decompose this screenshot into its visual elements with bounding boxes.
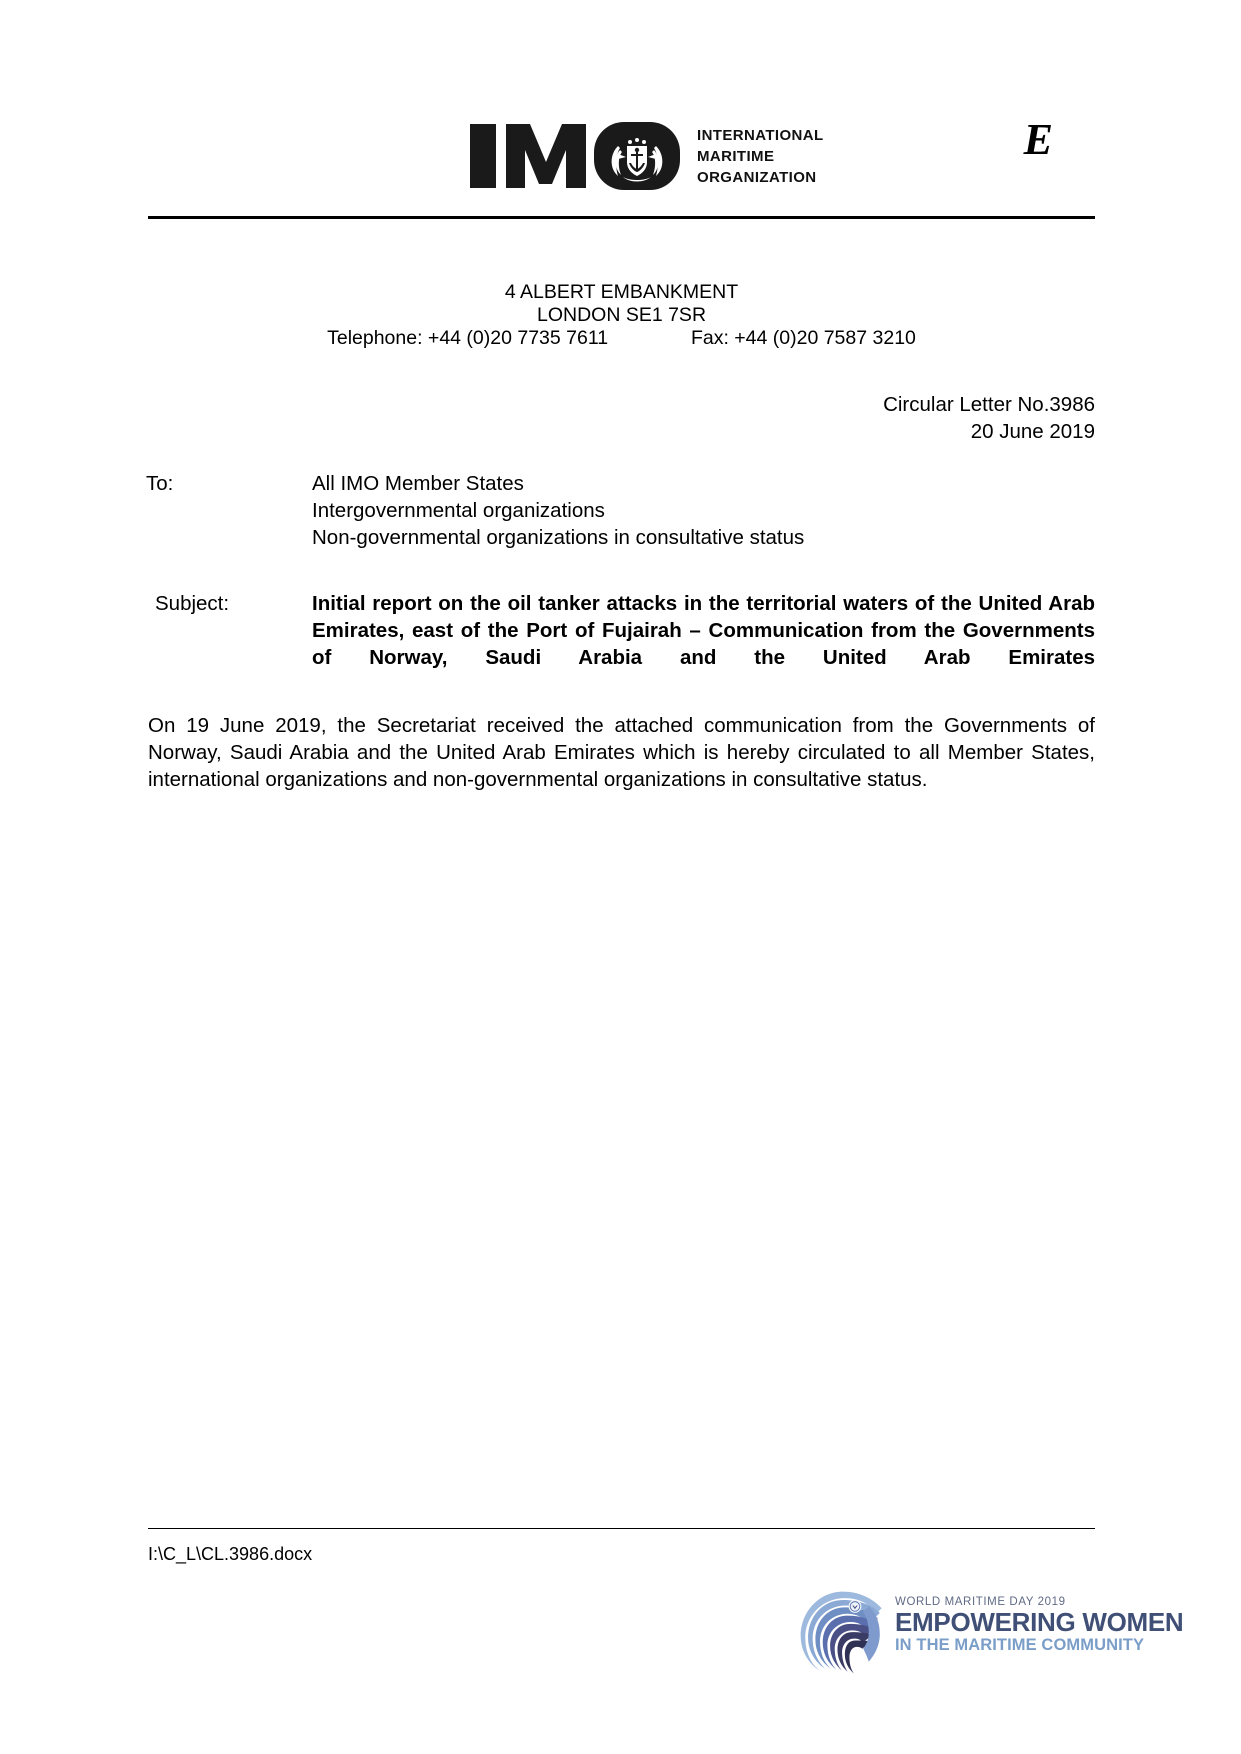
address-contact-line <box>148 327 1095 350</box>
subject-text: Initial report on the oil tanker attacks in the territorial waters of the United Arab Emirates, east of the Port of Fujairah – Communication from the Governments of Norway, Saudi Arabia and the United Arab Emirates <box>312 592 1095 669</box>
recipient-item: Non-governmental organizations in consultative status <box>312 526 805 549</box>
document-date: 20 June 2019 <box>970 420 1095 443</box>
recipient-item: Intergovernmental organizations <box>312 499 605 522</box>
org-line-international: INTERNATIONAL <box>697 126 824 144</box>
footer-file-path: I:\C_L\CL.3986.docx <box>148 1544 313 1564</box>
recipients-list <box>312 470 1095 551</box>
campaign-main-line: EMPOWERING WOMEN <box>895 1607 1184 1637</box>
subject-label: Subject: <box>155 592 230 615</box>
campaign-logo-text <box>895 1588 1183 1655</box>
imo-logo <box>468 116 824 196</box>
to-label: To: <box>146 472 174 495</box>
document-header <box>148 104 1095 204</box>
document-reference <box>148 391 1095 445</box>
organization-address <box>148 281 1095 350</box>
subject-block <box>146 590 1095 698</box>
address-line-street: 4 ALBERT EMBANKMENT <box>504 281 739 303</box>
org-line-organization: ORGANIZATION <box>697 168 817 186</box>
recipients-block <box>146 470 1095 551</box>
fax-text: Fax: +44 (0)20 7587 3210 <box>690 327 916 349</box>
imo-organization-name <box>697 125 824 188</box>
telephone-text: Telephone: +44 (0)20 7735 7611 <box>327 327 609 349</box>
header-divider <box>148 216 1095 219</box>
empowering-women-wave-icon <box>797 1588 889 1680</box>
world-maritime-day-logo <box>797 1588 1184 1698</box>
footer-divider <box>148 1528 1095 1529</box>
campaign-sub-line: IN THE MARITIME COMMUNITY <box>895 1636 1145 1654</box>
document-language-symbol: E <box>1023 115 1053 164</box>
org-line-maritime: MARITIME <box>697 147 775 165</box>
address-line-city: LONDON SE1 7SR <box>536 304 707 326</box>
body-paragraph: On 19 June 2019, the Secretariat received the attached communication from the Governments of Norway, Saudi Arabia and the United Arab Emirates which is hereby circulated to all Member States, international organizations and non-governmental organizations in consultative status. <box>148 714 1095 791</box>
circular-letter-number: Circular Letter No.3986 <box>883 393 1095 416</box>
imo-wordmark-icon <box>468 116 683 196</box>
recipient-item: All IMO Member States <box>312 472 524 495</box>
campaign-year-line: WORLD MARITIME DAY 2019 <box>895 1596 1066 1608</box>
